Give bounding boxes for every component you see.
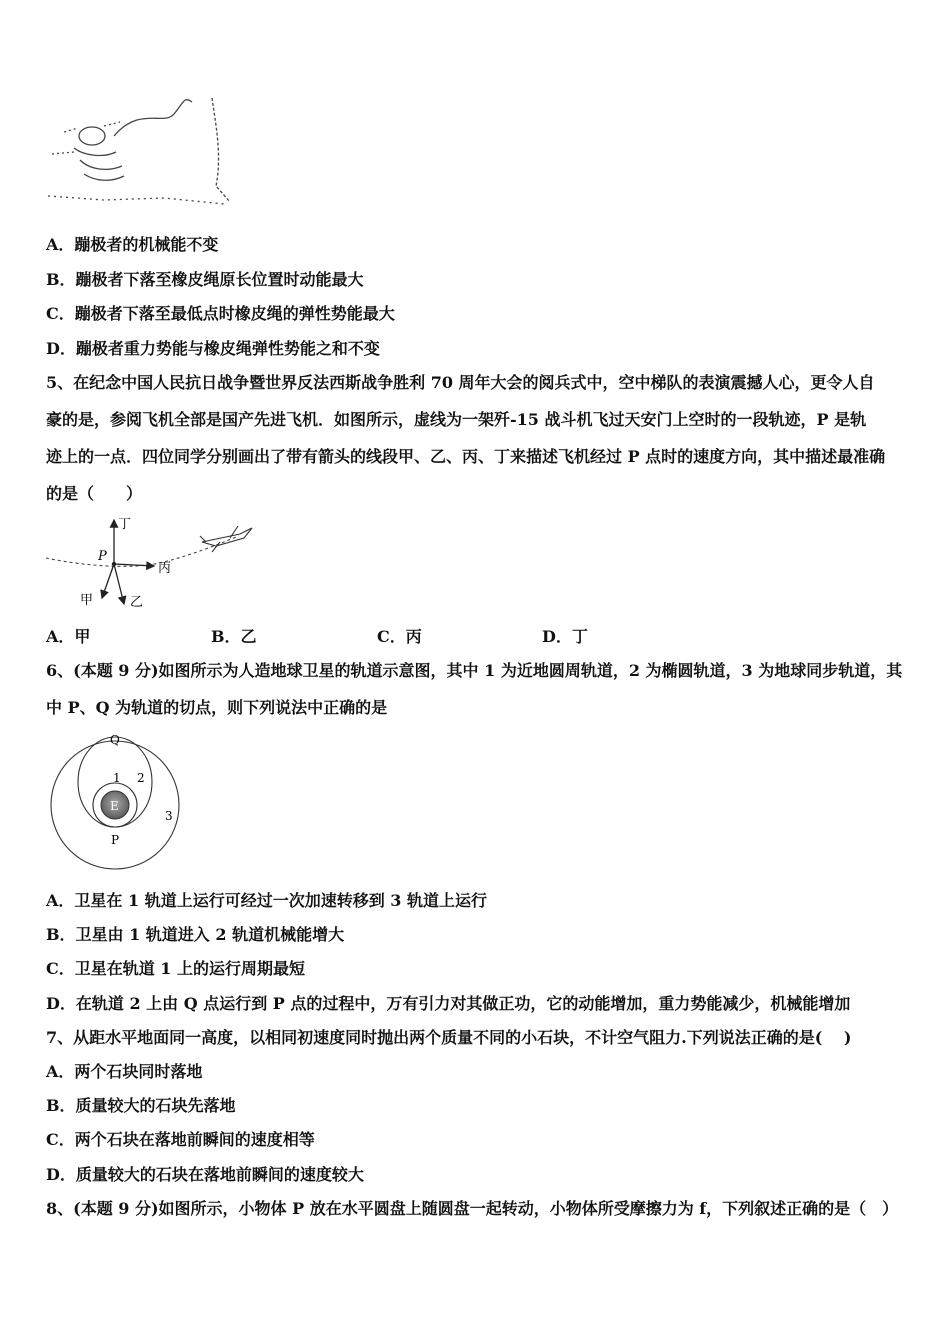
label-p: P [111,833,120,847]
q5-options [46,624,906,648]
q8-stem: 8、(本题 9 分)如图所示，小物体 P 放在水平圆盘上随圆盘一起转动，小物体所受摩擦力为 f，下列叙述正确的是（ ） [46,1199,899,1218]
label-q: Q [110,733,120,747]
q5-stem-line-1: 5、在纪念中国人民抗日战争暨世界反法西斯战争胜利 70 周年大会的阅兵式中，空中梯队的表演震撼人心，更令人自 [46,373,875,392]
label-orbit-1: 1 [113,771,121,785]
bungee-jumper-figure [44,96,239,208]
label-jia: 甲 [80,593,94,608]
q7-stem: 7、从距水平地面同一高度，以相同初速度同时抛出两个质量不同的小石块，不计空气阻力.下列说法正确的是( ) [46,1028,852,1047]
q6-option-d: D．在轨道 2 上由 Q 点运行到 P 点的过程中，万有引力对其做正功，它的动能增加，重力势能减少，机械能增加 [46,994,851,1013]
label-p: P [98,549,107,564]
q5-stem-line-2: 豪的是，参阅飞机全部是国产先进飞机．如图所示，虚线为一架歼-15 战斗机飞过天安门上空时的一段轨迹，P 是轨 [46,410,867,429]
q6-option-b: B．卫星由 1 轨道进入 2 轨道机械能增大 [46,925,345,944]
arrow-jia [102,564,114,598]
label-ding: 丁 [118,517,132,532]
q6-stem-line-1: 6、(本题 9 分)如图所示为人造地球卫星的轨道示意图，其中 1 为近地圆周轨道，2 为椭圆轨道，3 为地球同步轨道，其 [46,661,903,680]
q5-stem-line-4: 的是（ ） [46,484,143,503]
jet-trajectory-figure [44,512,259,612]
q4-option-b: B．蹦极者下落至橡皮绳原长位置时动能最大 [46,270,364,289]
q7-option-b: B．质量较大的石块先落地 [46,1096,236,1115]
q6-stem-line-2: 中 P、Q 为轨道的切点，则下列说法中正确的是 [46,698,388,717]
q7-option-a: A．两个石块同时落地 [46,1062,203,1081]
jumper-head [79,127,105,145]
bungee-cord [114,100,192,136]
q4-option-a: A．蹦极者的机械能不变 [46,235,219,254]
satellite-orbits-figure [48,730,188,876]
q5-option-c: C．丙 [377,627,422,646]
label-bing: 丙 [158,561,172,576]
q5-option-d: D．丁 [542,627,588,646]
label-orbit-3: 3 [165,809,173,823]
label-orbit-2: 2 [137,771,145,785]
cliff-edge [212,98,230,202]
jumper-body [74,148,124,180]
q5-option-a: A．甲 [46,627,91,646]
q4-option-c: C．蹦极者下落至最低点时橡皮绳的弹性势能最大 [46,304,395,323]
q6-option-c: C．卫星在轨道 1 上的运行周期最短 [46,959,306,978]
label-e: E [110,799,119,813]
q5-stem-line-3: 迹上的一点．四位同学分别画出了带有箭头的线段甲、乙、丙、丁来描述飞机经过 P 点时的速度方向，其中描述最准确 [46,447,886,466]
q4-option-d: D．蹦极者重力势能与橡皮绳弹性势能之和不变 [46,339,380,358]
q7-option-d: D．质量较大的石块在落地前瞬间的速度较大 [46,1165,364,1184]
q7-option-c: C．两个石块在落地前瞬间的速度相等 [46,1130,315,1149]
q6-option-a: A．卫星在 1 轨道上运行可经过一次加速转移到 3 轨道上运行 [46,891,487,910]
label-yi: 乙 [130,595,144,610]
q5-option-b: B．乙 [211,627,257,646]
arrow-yi [114,564,124,604]
